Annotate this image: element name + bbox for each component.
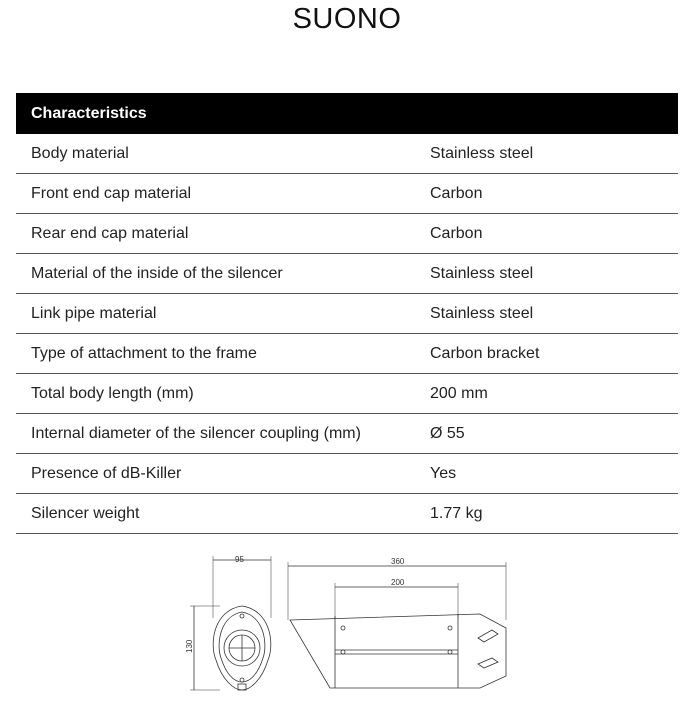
table-row xyxy=(16,174,678,214)
row-value: Stainless steel xyxy=(430,134,678,174)
characteristics-table xyxy=(16,93,678,534)
table-row xyxy=(16,254,678,294)
table-row xyxy=(16,294,678,334)
row-value: Carbon bracket xyxy=(430,334,678,374)
row-label: Body material xyxy=(16,134,430,174)
row-label: Silencer weight xyxy=(16,494,430,534)
row-label: Material of the inside of the silencer xyxy=(16,254,430,294)
row-label: Internal diameter of the silencer coupling (mm) xyxy=(16,414,430,454)
row-value: Stainless steel xyxy=(430,254,678,294)
table-header: Characteristics xyxy=(16,93,678,134)
table-row xyxy=(16,494,678,534)
table-row xyxy=(16,134,678,174)
row-label: Type of attachment to the frame xyxy=(16,334,430,374)
row-label: Total body length (mm) xyxy=(16,374,430,414)
row-value: 200 mm xyxy=(430,374,678,414)
row-label: Link pipe material xyxy=(16,294,430,334)
row-value: Ø 55 xyxy=(430,414,678,454)
row-label: Presence of dB-Killer xyxy=(16,454,430,494)
table-row xyxy=(16,454,678,494)
row-label: Front end cap material xyxy=(16,174,430,214)
table-row xyxy=(16,374,678,414)
total-length-dimension: 360 xyxy=(391,557,405,566)
page-title: SUONO xyxy=(292,3,402,35)
front-height-dimension: 130 xyxy=(185,639,194,653)
row-value: Carbon xyxy=(430,214,678,254)
silencer-technical-drawing xyxy=(180,548,520,703)
front-width-dimension: 95 xyxy=(235,555,244,564)
row-value: Stainless steel xyxy=(430,294,678,334)
table-row xyxy=(16,414,678,454)
table-header-row xyxy=(16,93,678,134)
row-value: Carbon xyxy=(430,174,678,214)
table-row xyxy=(16,334,678,374)
row-value: Yes xyxy=(430,454,678,494)
body-length-dimension: 200 xyxy=(391,578,405,587)
row-value: 1.77 kg xyxy=(430,494,678,534)
silencer-front-view xyxy=(190,556,271,690)
row-label: Rear end cap material xyxy=(16,214,430,254)
table-row xyxy=(16,214,678,254)
